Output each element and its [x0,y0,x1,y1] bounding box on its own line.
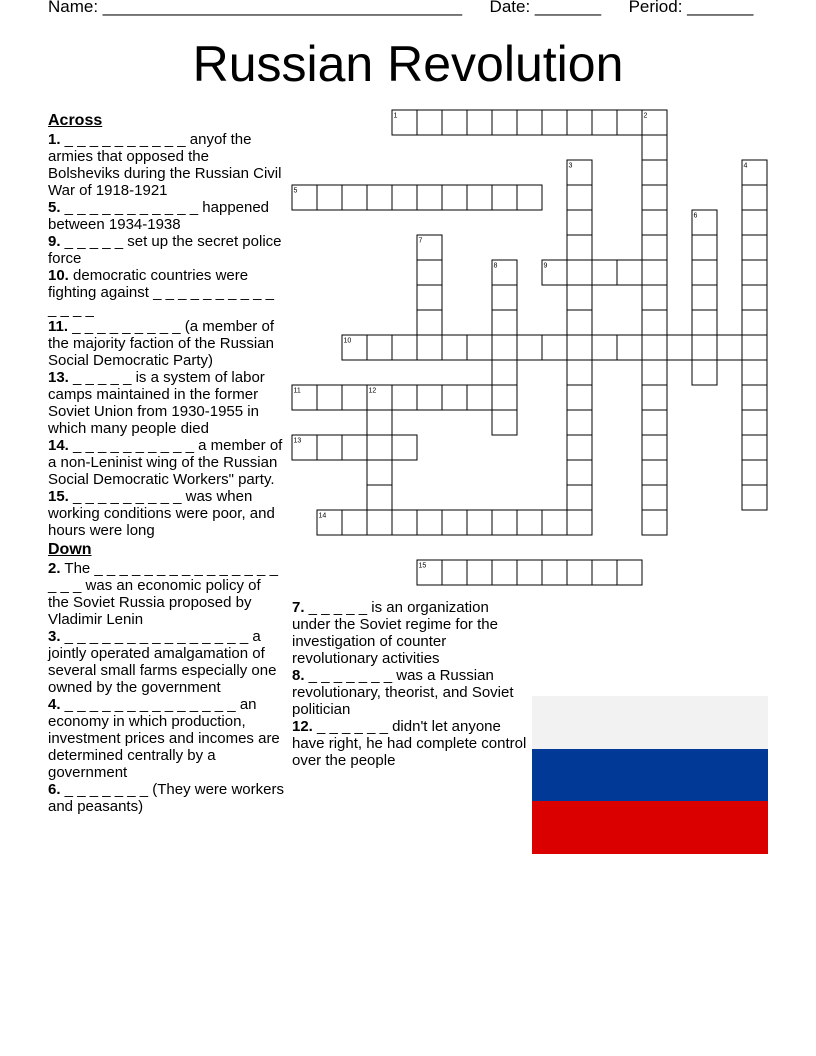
grid-cell[interactable] [367,460,392,485]
grid-cell[interactable] [567,235,592,260]
grid-cell[interactable] [567,360,592,385]
grid-cell[interactable] [642,410,667,435]
grid-cell[interactable] [367,410,392,435]
grid-cell[interactable] [442,110,467,135]
grid-cell[interactable] [617,560,642,585]
clue-text: _ _ _ _ _ _ _ _ _ _ anyof the armies that opposed the Bolsheviks during the Russian Civil War of 1918-1921 [48,131,282,199]
grid-cell[interactable] [292,435,317,460]
clue-item [48,437,284,488]
clue-text: _ _ _ _ _ is a system of labor camps maintained in the former Soviet Union from 1930-1955 in which many people died [48,369,265,437]
grid-clue-number: 8 [493,262,498,270]
grid-cell[interactable] [542,510,567,535]
grid-clue-number: 1 [393,112,398,120]
clue-text: _ _ _ _ _ is an organization under the Soviet regime for the investigation of counter revolutionary activities [292,599,498,667]
grid-cell[interactable] [492,310,517,335]
grid-cell[interactable] [692,335,717,360]
grid-cell[interactable] [692,260,717,285]
grid-clue-number: 5 [293,187,298,195]
grid-cell[interactable] [592,335,617,360]
grid-cell[interactable] [392,385,417,410]
grid-cell[interactable] [742,310,767,335]
clue-number: 6. [48,781,61,798]
grid-cell[interactable] [342,185,367,210]
grid-cell[interactable] [392,110,417,135]
header-line [48,0,788,17]
clue-item [48,781,284,815]
clue-number: 5. [48,199,61,216]
clue-text: _ _ _ _ _ _ _ _ _ was when working conditions were poor, and hours were long [48,488,275,539]
grid-cell[interactable] [492,285,517,310]
grid-cell[interactable] [417,260,442,285]
grid-cell[interactable] [567,485,592,510]
grid-cell[interactable] [742,460,767,485]
grid-cell[interactable] [617,260,642,285]
grid-clue-number: 10 [343,337,352,345]
grid-cell[interactable] [367,185,392,210]
grid-cell[interactable] [467,510,492,535]
grid-cell[interactable] [542,560,567,585]
grid-clue-number: 9 [543,262,548,270]
clue-text: _ _ _ _ _ set up the secret police force [48,233,282,267]
grid-cell[interactable] [492,335,517,360]
grid-cell[interactable] [617,110,642,135]
clue-item [48,199,284,233]
clue-number: 7. [292,599,305,616]
flag-stripe-blue [532,749,768,802]
russian-flag-image [532,696,768,854]
grid-cell[interactable] [642,160,667,185]
grid-cell[interactable] [567,335,592,360]
clues-left-column [48,112,284,815]
date-field[interactable]: Date: _______ [489,0,602,16]
grid-cell[interactable] [342,335,367,360]
grid-cell[interactable] [492,185,517,210]
grid-cell[interactable] [742,160,767,185]
clue-item [292,599,528,667]
grid-cell[interactable] [742,235,767,260]
clue-text: _ _ _ _ _ _ didn't let anyone have right, he had complete control over the people [292,718,527,769]
grid-cell[interactable] [492,510,517,535]
grid-cell[interactable] [317,385,342,410]
grid-cell[interactable] [692,210,717,235]
across-clue-list [48,131,284,539]
grid-cell[interactable] [417,235,442,260]
grid-cell[interactable] [642,460,667,485]
grid-cell[interactable] [492,410,517,435]
grid-cell[interactable] [417,510,442,535]
grid-cell[interactable] [292,185,317,210]
clue-item [48,369,284,437]
grid-cell[interactable] [642,360,667,385]
clue-item [292,718,528,769]
grid-cell[interactable] [517,560,542,585]
clue-item [48,560,284,628]
grid-cell[interactable] [367,385,392,410]
grid-cell[interactable] [392,435,417,460]
grid-cell[interactable] [467,560,492,585]
grid-cell[interactable] [642,210,667,235]
grid-cell[interactable] [517,110,542,135]
grid-cell[interactable] [442,510,467,535]
across-heading: Across [48,112,103,129]
clue-text: _ _ _ _ _ _ _ _ _ _ _ happened between 1934-1938 [48,199,270,233]
grid-cell[interactable] [367,435,392,460]
grid-cell[interactable] [692,285,717,310]
clue-number: 4. [48,696,61,713]
grid-cell[interactable] [442,385,467,410]
grid-cell[interactable] [642,135,667,160]
clue-number: 12. [292,718,313,735]
grid-clue-number: 7 [418,237,423,245]
grid-cell[interactable] [367,335,392,360]
grid-cell[interactable] [467,185,492,210]
grid-clue-number: 4 [743,162,748,170]
grid-cell[interactable] [417,185,442,210]
grid-cell[interactable] [567,285,592,310]
clue-text: The _ _ _ _ _ _ _ _ _ _ _ _ _ _ _ _ _ _ was an economic policy of the Soviet Russia proposed by Vladimir Lenin [48,560,278,628]
grid-cell[interactable] [642,335,667,360]
clue-text: _ _ _ _ _ _ _ _ _ _ _ _ _ _ an economy in which production, investment prices and incomes are determined centrally by a government [48,696,280,781]
flag-stripe-red [532,801,768,854]
grid-cell[interactable] [292,385,317,410]
grid-cell[interactable] [492,360,517,385]
grid-cell[interactable] [592,560,617,585]
grid-clue-number: 6 [693,212,698,220]
grid-cell[interactable] [492,385,517,410]
grid-cell[interactable] [492,560,517,585]
grid-cell[interactable] [692,360,717,385]
grid-cell[interactable] [542,110,567,135]
grid-cell[interactable] [517,335,542,360]
clues-right-column [292,599,528,769]
grid-cell[interactable] [742,185,767,210]
grid-cell[interactable] [717,335,742,360]
clue-number: 13. [48,369,69,386]
grid-cell[interactable] [542,260,567,285]
grid-clue-number: 14 [318,512,327,520]
grid-cell[interactable] [542,335,567,360]
down-clue-list-continued [292,599,528,769]
grid-cell[interactable] [617,335,642,360]
grid-cell[interactable] [567,435,592,460]
grid-cell[interactable] [392,335,417,360]
clue-item [48,233,284,267]
clue-item [48,131,284,199]
clue-number: 3. [48,628,61,645]
grid-cell[interactable] [567,410,592,435]
clue-item [48,267,284,318]
grid-cell[interactable] [317,510,342,535]
clue-number: 1. [48,131,61,148]
grid-cell[interactable] [492,260,517,285]
grid-cell[interactable] [442,335,467,360]
flag-stripe-white [532,696,768,749]
clue-item [48,696,284,781]
clue-text: _ _ _ _ _ _ _ was a Russian revolutionary, theorist, and Soviet politician [292,667,514,718]
clue-text: _ _ _ _ _ _ _ _ _ (a member of the majority faction of the Russian Social Democratic Party) [48,318,274,369]
grid-cell[interactable] [567,260,592,285]
grid-clue-number: 15 [418,562,427,570]
clue-number: 14. [48,437,69,454]
period-field[interactable]: Period: _______ [628,0,754,16]
grid-cell[interactable] [742,260,767,285]
clue-text: _ _ _ _ _ _ _ (They were workers and peasants) [48,781,284,815]
grid-cell[interactable] [742,435,767,460]
grid-cell[interactable] [467,110,492,135]
clue-item [48,318,284,369]
grid-clue-number: 12 [368,387,377,395]
clue-number: 10. [48,267,69,284]
grid-cell[interactable] [567,185,592,210]
grid-clue-number: 3 [568,162,573,170]
grid-cell[interactable] [567,560,592,585]
grid-cell[interactable] [567,210,592,235]
grid-cell[interactable] [567,160,592,185]
clue-number: 9. [48,233,61,250]
grid-cell[interactable] [742,410,767,435]
grid-cell[interactable] [642,260,667,285]
grid-cell[interactable] [742,210,767,235]
grid-cell[interactable] [642,110,667,135]
grid-cell[interactable] [342,385,367,410]
grid-cell[interactable] [467,385,492,410]
clue-text: _ _ _ _ _ _ _ _ _ _ a member of a non-Leninist wing of the Russian Social Democratic Workers" party. [48,437,283,488]
grid-cell[interactable] [367,510,392,535]
grid-cell[interactable] [417,310,442,335]
grid-cell[interactable] [517,510,542,535]
grid-cell[interactable] [567,510,592,535]
grid-clue-number: 13 [293,437,302,445]
grid-cell[interactable] [742,360,767,385]
grid-cell[interactable] [692,310,717,335]
grid-cell[interactable] [642,385,667,410]
grid-cell[interactable] [417,385,442,410]
grid-cell[interactable] [417,285,442,310]
grid-clue-number: 11 [293,387,301,395]
grid-cell[interactable] [467,335,492,360]
grid-cell[interactable] [692,235,717,260]
grid-cell[interactable] [742,285,767,310]
grid-cell[interactable] [642,435,667,460]
grid-cell[interactable] [442,185,467,210]
grid-cell[interactable] [642,285,667,310]
grid-cell[interactable] [392,185,417,210]
grid-cell[interactable] [417,560,442,585]
clue-item [48,628,284,696]
grid-cell[interactable] [592,260,617,285]
grid-cell[interactable] [592,110,617,135]
grid-cell[interactable] [642,485,667,510]
name-field[interactable]: Name: ______________________________________ [48,0,463,16]
grid-cell[interactable] [317,185,342,210]
grid-clue-number: 2 [643,112,648,120]
grid-cell[interactable] [567,310,592,335]
grid-cell[interactable] [642,185,667,210]
clue-text: _ _ _ _ _ _ _ _ _ _ _ _ _ _ _ a jointly operated amalgamation of several small farms especially one owned by the government [48,628,277,696]
grid-cell[interactable] [342,510,367,535]
grid-cell[interactable] [317,435,342,460]
grid-cell[interactable] [492,110,517,135]
clue-item [292,667,528,718]
grid-cell[interactable] [642,235,667,260]
grid-cell[interactable] [642,510,667,535]
grid-cell[interactable] [567,110,592,135]
down-clue-list [48,560,284,815]
grid-cell[interactable] [342,435,367,460]
grid-cell[interactable] [367,485,392,510]
clue-number: 11. [48,318,69,335]
grid-cell[interactable] [442,560,467,585]
grid-cell[interactable] [567,460,592,485]
clue-number: 15. [48,488,69,505]
grid-cell[interactable] [517,185,542,210]
grid-cell[interactable] [392,510,417,535]
grid-cell[interactable] [417,110,442,135]
grid-cell[interactable] [667,335,692,360]
clue-text: democratic countries were fighting against _ _ _ _ _ _ _ _ _ _ _ _ _ _ [48,267,275,318]
grid-cell[interactable] [742,385,767,410]
grid-cell[interactable] [742,485,767,510]
grid-cell[interactable] [742,335,767,360]
clue-number: 2. [48,560,61,577]
grid-cell[interactable] [567,385,592,410]
down-heading: Down [48,541,92,558]
grid-cell[interactable] [642,310,667,335]
clue-item [48,488,284,539]
page-title: Russian Revolution [192,36,624,92]
grid-cell[interactable] [417,335,442,360]
clue-number: 8. [292,667,305,684]
